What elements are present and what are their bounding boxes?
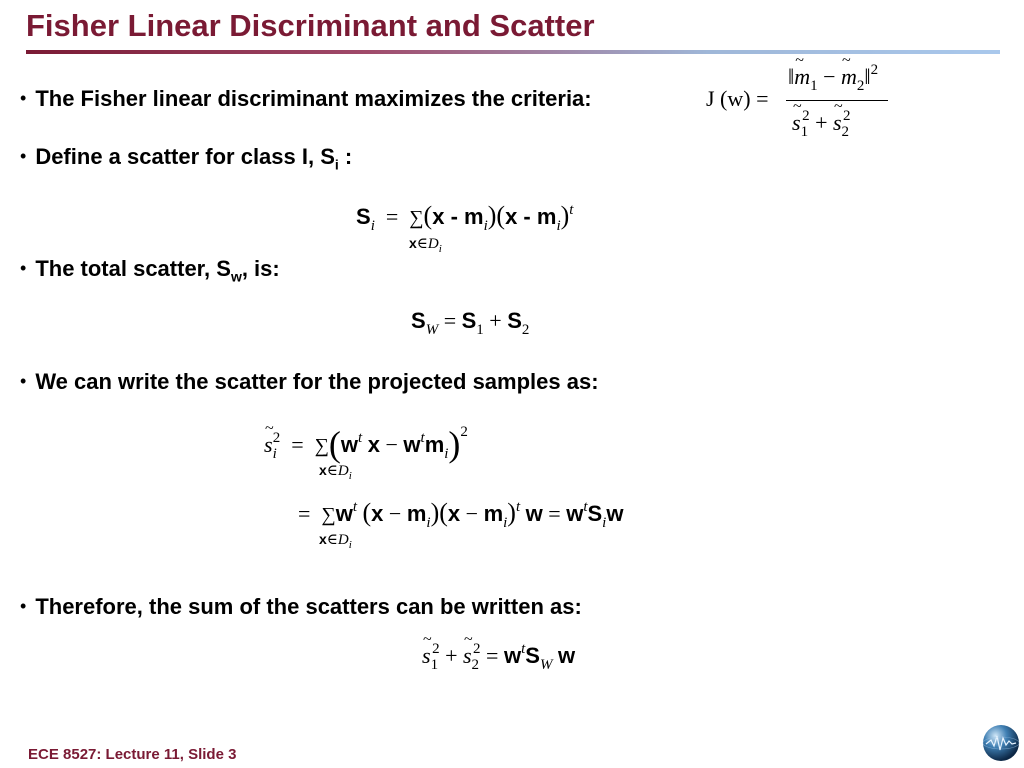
bullet-dot-icon: • [20,146,27,166]
total-scatter-equation: $S_W = S_1 + S_2$ [411,308,530,338]
bullet-text: The Fisher linear discriminant maximizes the criteria: [35,86,592,111]
sum-scatter-equation: ~ $s_1^2$ + ~ $s_2^2 = w^tS_W$ w [422,645,575,667]
projected-sum-range-2: $x\in D_i$ [319,531,352,551]
class-scatter-equation: $S_i = \sum(x - m_i)(x - m_i)^t$ [356,201,574,234]
bullet-total-scatter: • The total scatter, $S_w$, is: [20,256,280,285]
bullet-fisher-criteria [20,88,592,110]
bullet-projected-samples [20,371,599,393]
bullet-text: We can write the scatter for the projected samples as: [35,369,599,394]
globe-logo-icon [982,724,1020,762]
bullet-dot-icon: • [20,88,27,108]
criterion-denominator: ~ $s_1^2$ + ~ $s_2^2$ [792,112,851,134]
bullet-dot-icon: • [20,371,27,391]
slide-title: Fisher Linear Discriminant and Scatter [26,8,595,43]
criterion-numerator: ‖~ $m_1$ − ~ $m_2‖^2$ [788,66,878,88]
title-underline [26,50,1000,54]
projected-scatter-equation-line1: ~ $s_i^2 = \sum(w^t$ $x - w^tm_i)^2$ [264,422,468,458]
class-scatter-sum-range: $x\in D_i$ [409,235,442,255]
bullet-dot-icon: • [20,258,27,278]
bullet-sum-scatters [20,596,582,618]
projected-sum-range-1: $x\in D_i$ [319,462,352,482]
bullet-class-scatter: • Define a scatter for class I, $S_i$ : [20,144,353,173]
criterion-lhs: J (w) = [706,86,769,111]
bullet-text: Therefore, the sum of the scatters can be written as: [35,594,582,619]
slide-footer: ECE 8527: Lecture 11, Slide 3 [28,746,237,763]
bullet-dot-icon: • [20,596,27,616]
projected-scatter-equation-line2: = $\sum w^t$ $(x - m_i)(x - m_i)^t$ $w = w^tS_iw$ [298,498,624,531]
